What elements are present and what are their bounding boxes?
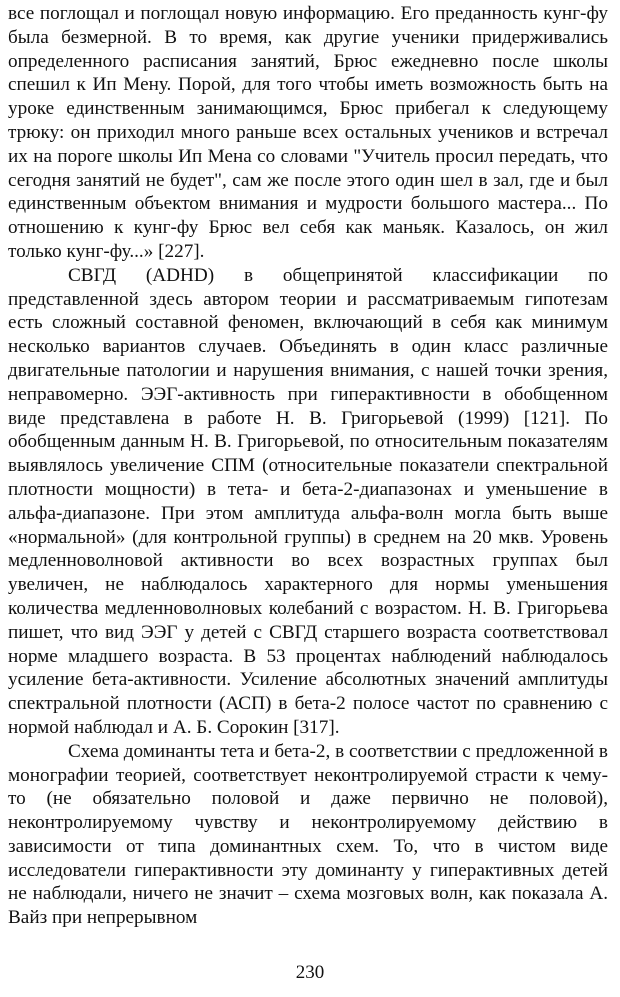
paragraph-continuation: все поглощал и поглощал новую информацию. Его преданность кунг-фу была безмерной. В то время, как другие ученики придерживались определенного расписания занятий, Брюс ежедневно после школы спешил к Ип Мену. Порой, для того чтобы иметь возможность быть на уроке единственным занимающимся, Брюс прибегал к следующему трюку: он приходил много раньше всех остальных учеников и встречал их на пороге школы Ип Мена со словами "Учитель просил передать, что сегодня занятий не будет", сам же после этого один шел в зал, где и был единственным объектом внимания и мудрости большого мастера... По отношению к кунг-фу Брюс вел себя как маньяк. Казалось, он жил только кунг-фу...» [227]. (8, 3, 608, 262)
paragraph-dominant-scheme: Схема доминанты тета и бета-2, в соответствии с предложенной в монографии теорией, соответствует неконтролируемой страсти к чему-то (не обязательно половой и даже первично не половой), неконтролируемому чувству и неконтролируемому действию в зависимости от типа доминантных схем. То, что в чистом виде исследователи гиперактивности эту доминанту у гиперактивных детей не наблюдали, ничего не значит – схема мозговых волн, как показала А. Вайз при непрерывном (8, 740, 608, 929)
paragraph-adhd: СВГД (ADHD) в общепринятой классификации по представленной здесь автором теории и рассматриваемым гипотезам есть сложный составной феномен, включающий в себя как минимум несколько вариантов случаев. Объединять в один класс различные двигательные патологии и нарушения внимания, с нашей точки зрения, неправомерно. ЭЭГ-активность при гиперактивности в обобщенном виде представлена в работе Н. В. Григорьевой (1999) [121]. По обобщенным данным Н. В. Григорьевой, по относительным показателям выявлялось увеличение СПМ (относительные показатели спектральной плотности мощности) в тета- и бета-2-диапазонах и уменьшение в альфа-диапазоне. При этом амплитуда альфа-волн могла быть выше «нормальной» (для контрольной группы) в среднем на 20 мкв. Уровень медленноволновой активности во всех возрастных группах был увеличен, не наблюдалось характерного для нормы уменьшения количества медленноволновых колебаний с возрастом. Н. В. Григорьева пишет, что вид ЭЭГ у детей с СВГД старшего возраста соответствовал норме младшего возраста. В 53 процентах наблюдений наблюдалось усиление бета-активности. Усиление абсолютных значений амплитуды спектральной плотности (АСП) в бета-2 полосе частот по сравнению с нормой наблюдал и А. Б. Сорокин [317]. (8, 264, 608, 738)
page-number: 230 (295, 962, 325, 983)
body-text (8, 2, 608, 930)
